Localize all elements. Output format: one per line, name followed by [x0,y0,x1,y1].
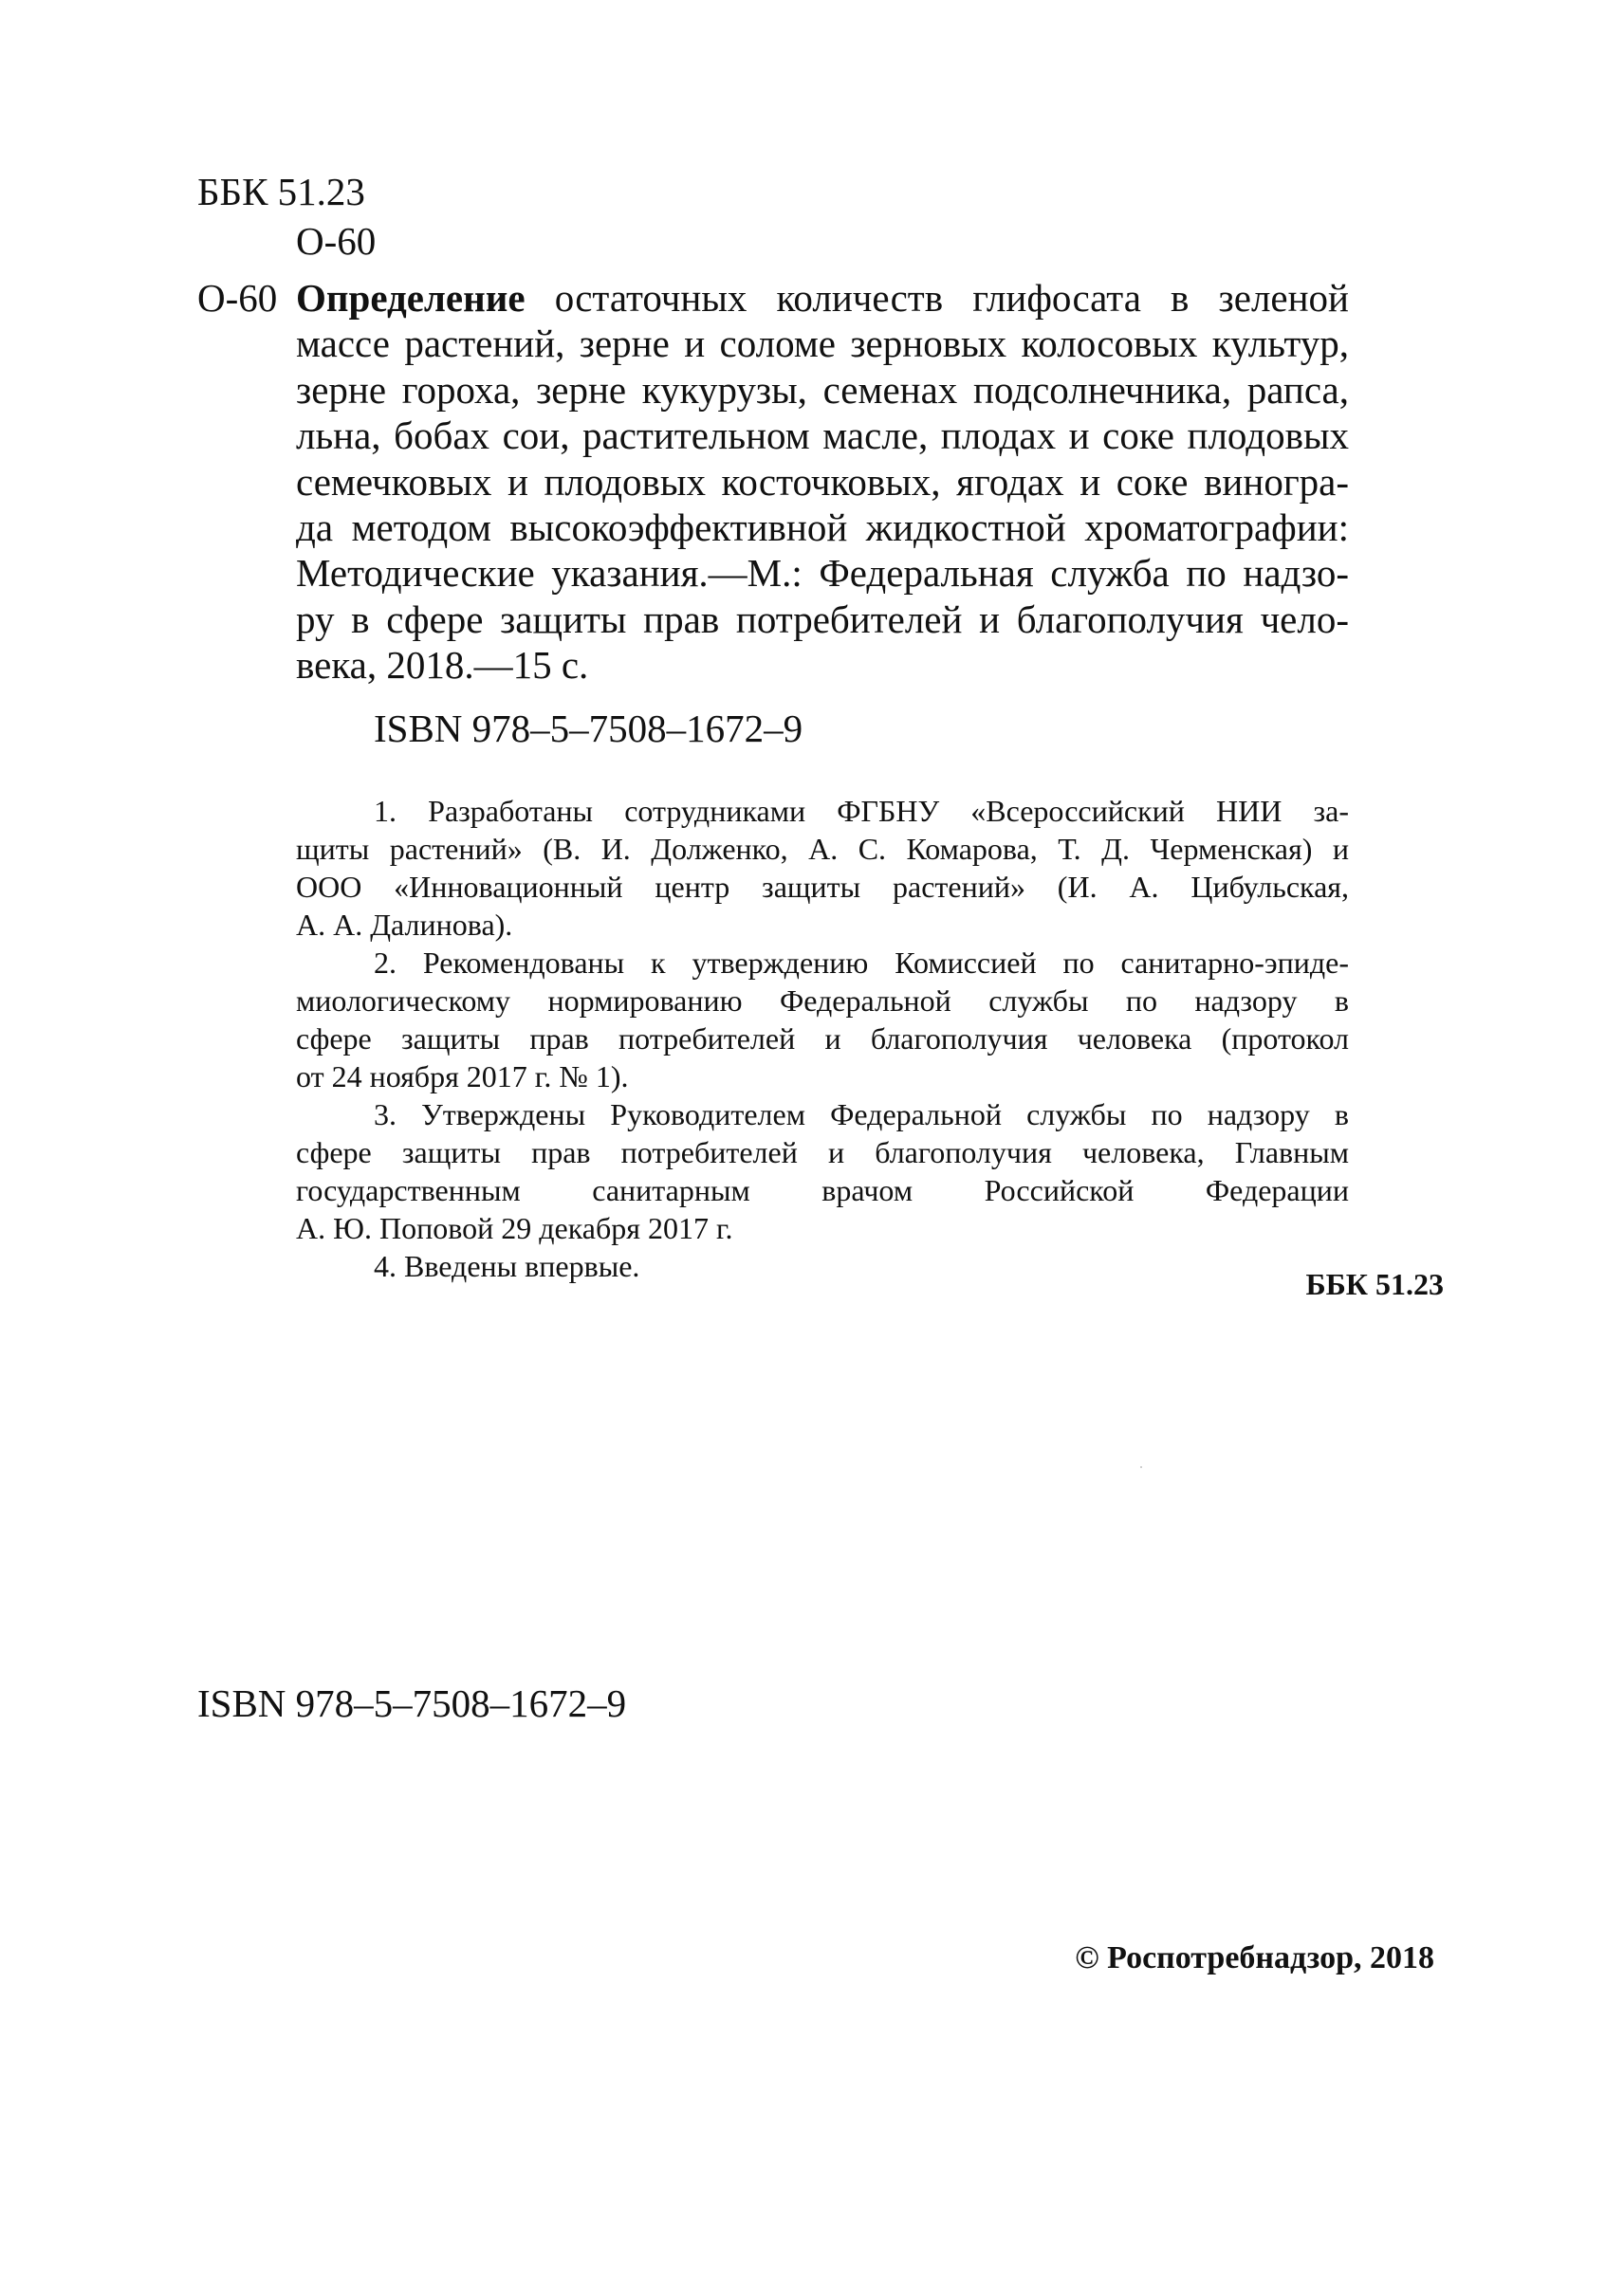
note-item [296,792,1349,944]
note-line: миологическому нормированию Федеральной службы по надзору в [296,983,1349,1018]
note-line: государственным санитарным врачом Российской Федерации [296,1173,1349,1207]
bbk-classification: ББК 51.23 [197,170,365,213]
catalogue-entry [296,275,1349,689]
entry-line: зерне гороха, зерне кукурузы, семенах подсолнечника, рапса, [296,367,1349,412]
entry-line: семечковых и плодовых косточковых, ягодах и соке виногра- [296,459,1349,504]
note-item [296,944,1349,1095]
note-line: от 24 ноября 2017 г. № 1). [296,1059,629,1093]
isbn-bottom: ISBN 978–5–7508–1672–9 [197,1681,627,1725]
note-line: А. Ю. Поповой 29 декабря 2017 г. [296,1211,733,1245]
entry-line: да методом высокоэффективной жидкостной хроматографии: [296,505,1349,550]
note-line: щиты растений» (В. И. Долженко, А. С. Комарова, Т. Д. Черменская) и [296,832,1349,866]
note-line: 3. Утверждены Руководителем Федеральной службы по надзору в [374,1097,1349,1131]
entry-author-code: О-60 [197,276,278,320]
note-line: 2. Рекомендованы к утверждению Комиссией по санитарно-эпиде- [374,946,1349,980]
scan-speck [1140,1466,1142,1468]
note-line: ООО «Инновационный центр защиты растений» (И. А. Цибульская, [296,870,1349,904]
entry-line [296,275,1349,321]
entry-line: ру в сфере защиты прав потребителей и благополучия чело- [296,597,1349,641]
note-line: 4. Введены впервые. [374,1249,640,1283]
note-line: А. А. Далинова). [296,908,513,942]
note-line: 1. Разработаны сотрудниками ФГБНУ «Всероссийский НИИ за- [374,794,1349,828]
entry-line: массе растений, зерне и соломе зерновых колосовых культур, [296,321,1349,366]
entry-title-bold: Определение [296,276,526,320]
copyright-notice: © Роспотребнадзор, 2018 [1075,1940,1434,1975]
note-line: сфере защиты прав потребителей и благополучия человека, Главным [296,1135,1349,1169]
entry-line-text: остаточных количеств глифосата в зеленой [525,276,1349,320]
author-code: О-60 [296,219,377,263]
entry-line: века, 2018.—15 с. [296,643,589,688]
note-item [296,1247,1349,1285]
note-line: сфере защиты прав потребителей и благополучия человека (протокол [296,1021,1349,1056]
notes-list [296,792,1349,1285]
note-item [296,1095,1349,1247]
entry-line: Методические указания.—М.: Федеральная служба по надзо- [296,551,1349,596]
isbn: ISBN 978–5–7508–1672–9 [374,707,803,750]
entry-line: льна, бобах сои, растительном масле, плодах и соке плодовых [296,413,1349,458]
bbk-classification-bottom: ББК 51.23 [1305,1267,1444,1301]
